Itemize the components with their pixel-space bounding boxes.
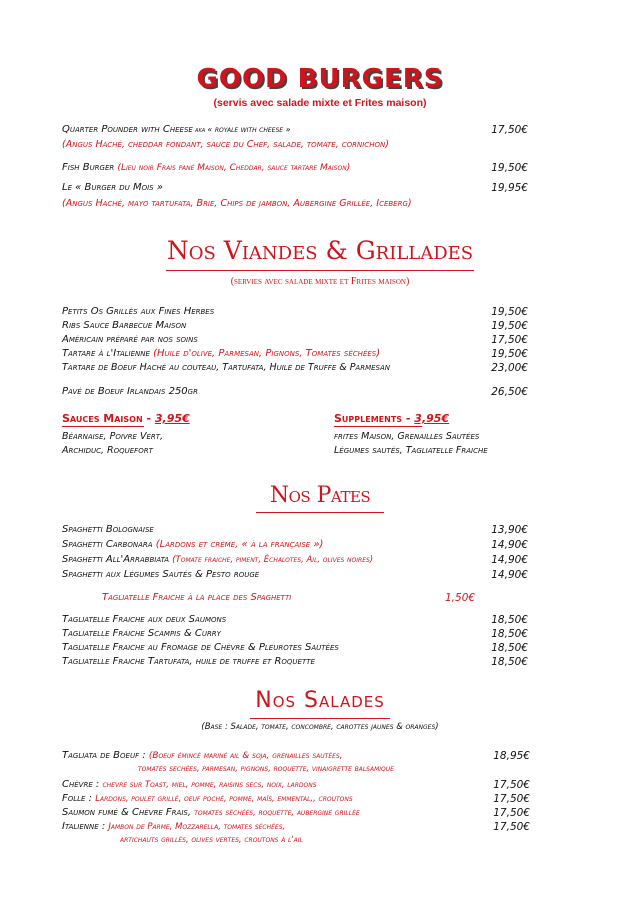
salades-title: Nos Salades xyxy=(255,688,385,713)
list-item: Américain préparé par nos soins xyxy=(62,334,198,345)
list-item: Tagliatelle Fraiche au Fromage de Chèvre & Pleurotes Sautées xyxy=(62,642,339,653)
list-item: Tagliatelle Fraiche Tartufata, huile de truffe et Roquette xyxy=(62,656,315,667)
list-item xyxy=(62,539,323,550)
list-item xyxy=(62,162,350,173)
sauces-title xyxy=(62,412,190,425)
list-item: Béarnaise, Poivre Vert, xyxy=(62,431,164,442)
item-price: 23,00€ xyxy=(491,362,528,374)
list-item xyxy=(62,779,317,790)
item-description: (Boeuf émincé mariné ail & soja, grenailles sautées, xyxy=(148,751,343,761)
item-name: Italienne : xyxy=(62,821,106,832)
item-price: 18,50€ xyxy=(491,628,528,640)
supplements-block xyxy=(334,412,544,458)
item-description: (Angus Haché, cheddar fondant, sauce du Chef, salade, tomate, cornichon) xyxy=(62,139,389,150)
item-price: 17,50€ xyxy=(493,779,530,791)
list-item: Ribs Sauce Barbecue Maison xyxy=(62,320,187,331)
list-item: Tartare de Boeuf Haché au couteau, Tartufata, Huile de Truffe & Parmesan xyxy=(62,362,391,373)
item-price: 19,95€ xyxy=(491,182,528,194)
item-name: Chèvre : xyxy=(62,779,100,790)
supplements-title xyxy=(334,412,449,425)
item-description: (Lieu noir Frais pané Maison, Cheddar, sauce tartare Maison) xyxy=(117,163,351,173)
item-price: 18,50€ xyxy=(491,656,528,668)
separator: - xyxy=(402,412,415,425)
list-item xyxy=(62,807,360,818)
item-aka: aka xyxy=(192,126,208,134)
list-item: Légumes sautés, Tagliatelle Fraiche xyxy=(334,445,488,456)
sauces-block xyxy=(62,412,302,458)
sauces-price: 3,95€ xyxy=(154,412,190,425)
item-price: 17,50€ xyxy=(493,807,530,819)
item-description: (Tomate fraiche, piment, Échalotes, Ail, olives noires) xyxy=(172,555,374,565)
pates-list xyxy=(62,524,528,584)
supplements-price: 3,95€ xyxy=(414,412,450,425)
list-item xyxy=(62,793,353,804)
item-description: Lardons, poulet grillé, oeuf poché, pomme, maïs, emmental,, croutons xyxy=(95,794,353,804)
viandes-subtitle: (servies avec salade mixte et Frites maison) xyxy=(230,276,410,287)
tagliatelle-option-price: 1,50€ xyxy=(445,592,476,604)
list-item xyxy=(62,821,285,832)
salades-subtitle: (Base : Salade, tomate, concombre, carottes jaunes & oranges) xyxy=(201,722,439,732)
sauces-title-text: Sauces Maison xyxy=(62,412,143,425)
item-description: (Angus Haché, mayo tartufata, Brie, Chips de jambon, Aubergine Grillée, Iceberg) xyxy=(62,198,412,209)
item-alias: « royale with cheese » xyxy=(207,125,291,134)
item-price: 14,90€ xyxy=(491,569,528,581)
item-name: Saumon fumé & Chèvre Frais, xyxy=(62,807,192,818)
item-price: 13,90€ xyxy=(491,524,528,536)
pates-title: Nos Pates xyxy=(269,483,371,508)
burgers-title: GOOD BURGERS xyxy=(196,64,444,94)
item-price: 17,50€ xyxy=(493,793,530,805)
title-underline xyxy=(334,426,422,427)
title-underline xyxy=(62,426,144,427)
separator: - xyxy=(142,412,155,425)
list-item: frites Maison, Grenailles Sautées xyxy=(334,431,480,442)
list-item: Petits Os Grillés aux Fines Herbes xyxy=(62,306,215,317)
item-price: 18,95€ xyxy=(493,750,530,762)
list-item: Tagliatelle Fraiche aux deux Saumons xyxy=(62,614,227,625)
tagliatelle-option: Tagliatelle Fraiche à la place des Spaghetti xyxy=(102,592,292,603)
item-price: 18,50€ xyxy=(491,642,528,654)
supplements-title-text: Supplements xyxy=(334,412,403,425)
item-price: 19,50€ xyxy=(491,162,528,174)
item-name: Le « Burger du Mois » xyxy=(62,182,163,193)
item-description: tomates sechées, parmesan, pignons, roquette, vinaigrette balsamique xyxy=(138,764,394,774)
item-name: Tartare à l'Italienne xyxy=(62,348,150,359)
item-price: 17,50€ xyxy=(493,821,530,833)
list-item xyxy=(62,348,380,359)
viandes-title: Nos Viandes & Grillades xyxy=(166,236,474,265)
item-name: Spaghetti All'Arrabbiata xyxy=(62,554,170,565)
list-item: Archiduc, Roquefort xyxy=(62,445,153,456)
list-item xyxy=(62,750,343,761)
list-item xyxy=(62,182,163,193)
item-description: tomates séchées, roquette, aubergine grillée xyxy=(194,808,360,818)
item-name: Tagliata de Boeuf : xyxy=(62,750,146,761)
list-item: Pavé de Boeuf Irlandais 250gr xyxy=(62,386,198,397)
item-name: Fish Burger xyxy=(62,162,115,173)
burgers-list xyxy=(62,124,528,214)
list-item: Spaghetti Bolognaise xyxy=(62,524,154,535)
item-price: 19,50€ xyxy=(491,348,528,360)
salades-list xyxy=(62,750,530,850)
item-price: 19,50€ xyxy=(491,306,528,318)
item-price: 17,50€ xyxy=(491,124,528,136)
item-price: 14,90€ xyxy=(491,554,528,566)
item-name: Spaghetti Carbonara xyxy=(62,539,153,550)
title-underline xyxy=(166,270,474,271)
item-description: artichauts grillés, olives vertes, croutons à l'ail xyxy=(120,835,303,845)
list-item xyxy=(62,554,373,565)
item-description: (Lardons et crème, « à la française ») xyxy=(155,539,324,550)
item-price: 19,50€ xyxy=(491,320,528,332)
viandes-list xyxy=(62,306,528,398)
item-description: Jambon de Parme, Mozzarella, tomates séchées, xyxy=(108,822,286,832)
title-underline xyxy=(256,512,384,513)
item-name: Folle : xyxy=(62,793,93,804)
item-price: 26,50€ xyxy=(491,386,528,398)
item-price: 14,90€ xyxy=(491,539,528,551)
tagliatelle-list xyxy=(62,614,528,674)
burgers-subtitle: (servis avec salade mixte et Frites maison) xyxy=(213,97,427,109)
title-underline xyxy=(250,718,390,719)
item-description: chevre sur Toast, miel, pomme, raisins secs, noix, lardons xyxy=(102,780,317,790)
item-description: (Huile d'olive, Parmesan, Pignons, Tomates séchées) xyxy=(153,348,381,359)
item-price: 18,50€ xyxy=(491,614,528,626)
list-item: Spaghetti aux Légumes Sautés & Pesto rouge xyxy=(62,569,260,580)
list-item: Tagliatelle Fraiche Scampis & Curry xyxy=(62,628,221,639)
list-item xyxy=(62,124,291,135)
item-name: Quarter Pounder with Cheese xyxy=(62,124,193,135)
item-price: 17,50€ xyxy=(491,334,528,346)
